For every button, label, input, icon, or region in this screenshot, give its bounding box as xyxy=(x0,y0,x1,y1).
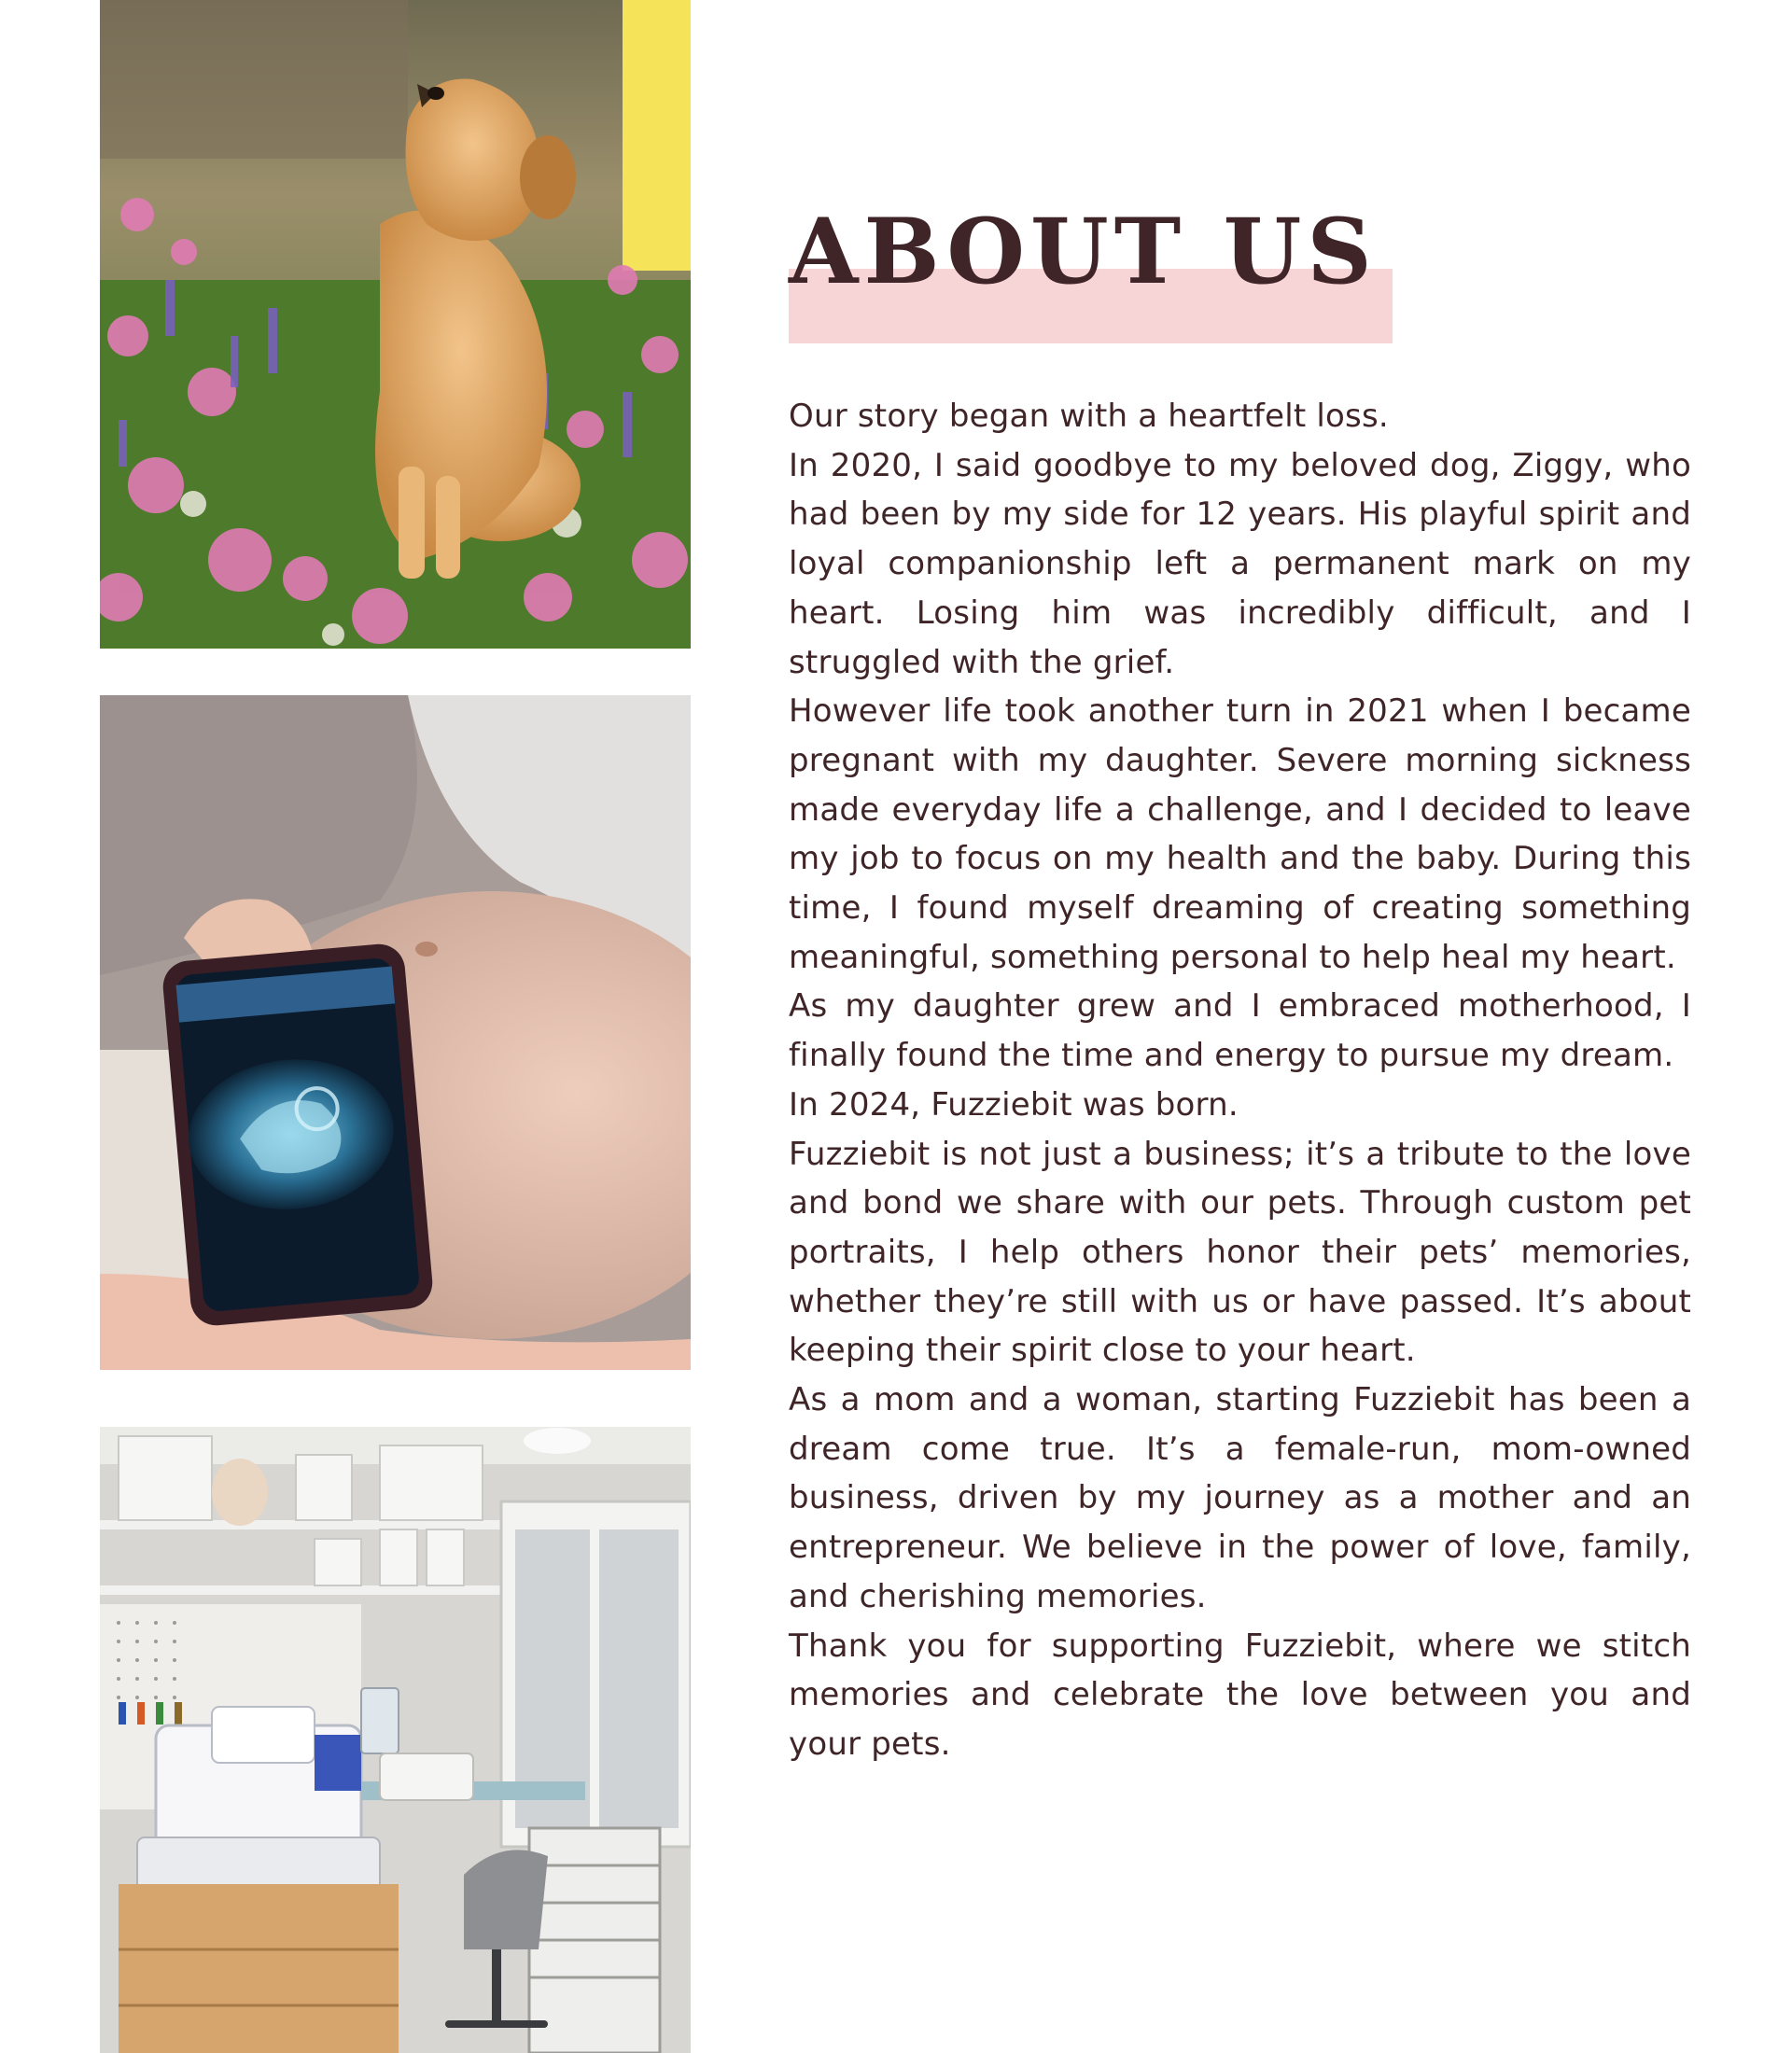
story-paragraph: As my daughter grew and I embraced motherhood, I finally found the time and energy to pursue my dream. xyxy=(789,987,1691,1075)
story-paragraph: As a mom and a woman, starting Fuzziebit has been a dream come true. It’s a female-run, mom-owned business, driven by my journey as a mother and an entrepreneur. We believe in the power of love, family, and cherishing memories. xyxy=(789,1381,1691,1615)
story-paragraph: However life took another turn in 2021 when I became pregnant with my daughter. Severe morning sickness made everyday life a challenge, and I decided to leave my job to focus on my health and the baby. During this time, I found myself dreaming of creating something meaningful, something personal to help heal my heart. xyxy=(789,692,1691,976)
story-paragraph: Fuzziebit is not just a business; it’s a tribute to the love and bond we share with our pets. Through custom pet portraits, I help others honor their pets’ memories, whether they’re still with us or have passed. It’s about keeping their spirit close to your heart. xyxy=(789,1135,1691,1370)
story-paragraph: In 2020, I said goodbye to my beloved dog, Ziggy, who had been by my side for 12 years. His playful spirit and loyal companionship left a permanent mark on my heart. Losing him was incredibly difficult, and I struggled with the grief. xyxy=(789,446,1691,681)
story-text xyxy=(789,392,1691,1769)
page-title: ABOUT US xyxy=(789,199,1378,304)
story-paragraph: Thank you for supporting Fuzziebit, where we stitch memories and celebrate the love between you and your pets. xyxy=(789,1627,1691,1763)
story-paragraph: In 2024, Fuzziebit was born. xyxy=(789,1085,1239,1124)
dog-photo xyxy=(100,0,691,649)
story-paragraph: Our story began with a heartfelt loss. xyxy=(789,398,1389,435)
workroom-photo xyxy=(100,1427,691,2053)
embroidery-workroom-photo xyxy=(100,1427,691,2053)
title-block xyxy=(789,201,1442,350)
phone-showing-ultrasound-on-pregnant-belly-photo xyxy=(100,695,691,1370)
ultrasound-photo xyxy=(100,695,691,1370)
golden-retriever-in-flower-field-photo xyxy=(100,0,691,649)
